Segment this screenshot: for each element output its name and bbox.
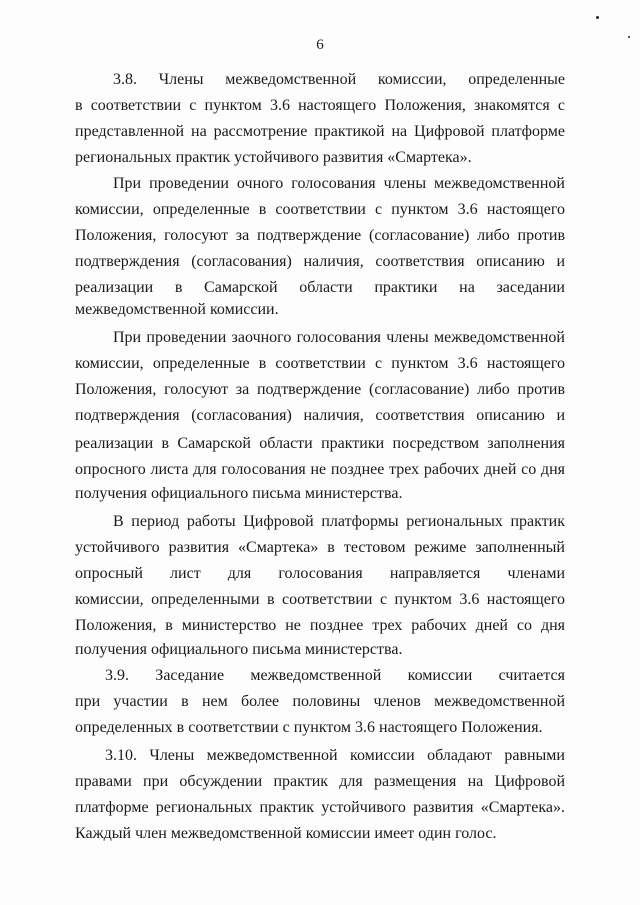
paragraph-line: Каждый член межведомственной комиссии имеет один голос. <box>75 825 497 842</box>
paragraph-line: реализации в Самарской области практики на заседании <box>75 279 565 296</box>
paragraph-line: При проведении очного голосования члены межведомственной <box>113 175 565 192</box>
paragraph-line: получения официального письма министерства. <box>75 641 403 658</box>
paragraph-line: в соответствии с пунктом 3.6 настоящего Положения, знакомятся с <box>75 97 565 114</box>
paragraph-line: платформе региональных практик устойчивого развития «Смартека». <box>75 799 565 816</box>
paragraph-line: 3.10. Члены межведомственной комиссии обладают равными <box>105 747 565 764</box>
paragraph-line: Положения, в министерство не позднее трех рабочих дней со дня <box>75 617 565 634</box>
paragraph-line: правами при обсуждении практик для размещения на Цифровой <box>75 773 565 790</box>
paragraph-line: межведомственной комиссии. <box>75 301 279 318</box>
paragraph-line: подтверждения (согласования) наличия, соответствия описанию и <box>75 407 565 424</box>
paragraph-line: представленной на рассмотрение практикой на Цифровой платформе <box>75 123 565 140</box>
paragraph-line: реализации в Самарской области практики посредством заполнения <box>75 435 565 452</box>
paragraph-line: получения официального письма министерства. <box>75 485 403 502</box>
paragraph-line: комиссии, определенными в соответствии с пунктом 3.6 настоящего <box>75 591 565 608</box>
paragraph-line: опросного листа для голосования не позднее трех рабочих дней со дня <box>75 461 565 478</box>
paragraph-line: устойчивого развития «Смартека» в тестовом режиме заполненный <box>75 539 565 556</box>
paragraph-line: В период работы Цифровой платформы региональных практик <box>113 513 565 530</box>
paragraph-line: комиссии, определенные в соответствии с пунктом 3.6 настоящего <box>75 355 565 372</box>
paragraph-line: При проведении заочного голосования члены межведомственной <box>113 329 565 346</box>
paragraph-line: опросный лист для голосования направляется членами <box>75 565 565 582</box>
paragraph-line: Положения, голосуют за подтверждение (согласование) либо против <box>75 381 565 398</box>
scan-speck <box>596 16 599 19</box>
paragraph-line: региональных практик устойчивого развития «Смартека». <box>75 149 472 166</box>
paragraph-line: определенных в соответствии с пунктом 3.6 настоящего Положения. <box>75 719 543 736</box>
paragraph-line: подтверждения (согласования) наличия, соответствия описанию и <box>75 253 565 270</box>
paragraph-line: 3.8. Члены межведомственной комиссии, определенные <box>113 71 565 88</box>
page-number: 6 <box>316 37 324 53</box>
paragraph-line: Положения, голосуют за подтверждение (согласование) либо против <box>75 227 565 244</box>
paragraph-line: 3.9. Заседание межведомственной комиссии считается <box>105 667 565 684</box>
paragraph-line: при участии в нем более половины членов межведомственной <box>75 693 565 710</box>
paragraph-line: комиссии, определенные в соответствии с пунктом 3.6 настоящего <box>75 201 565 218</box>
